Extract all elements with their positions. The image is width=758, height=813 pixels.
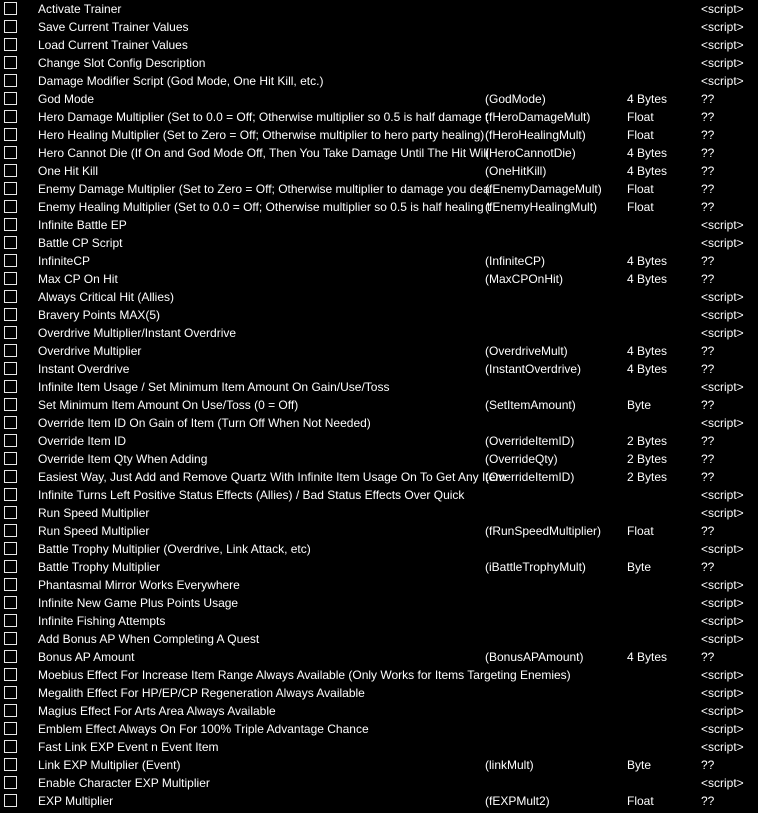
description-cell[interactable]: Override Item Qty When Adding bbox=[38, 452, 208, 466]
address-cell[interactable] bbox=[485, 325, 625, 341]
address-cell[interactable] bbox=[485, 685, 625, 701]
type-cell[interactable] bbox=[627, 55, 699, 71]
active-checkbox[interactable] bbox=[4, 344, 17, 357]
active-checkbox[interactable] bbox=[4, 740, 17, 753]
table-row[interactable] bbox=[0, 270, 758, 288]
description-cell[interactable]: Infinite Fishing Attempts bbox=[38, 614, 166, 628]
description-cell[interactable]: Hero Healing Multiplier (Set to Zero = Off; Otherwise multiplier to hero party healing) bbox=[38, 128, 485, 142]
value-cell[interactable]: <script> bbox=[701, 632, 744, 646]
value-cell[interactable]: ?? bbox=[701, 524, 715, 538]
address-cell[interactable]: (fHeroHealingMult) bbox=[485, 128, 586, 142]
value-cell[interactable]: <script> bbox=[701, 236, 744, 250]
active-checkbox[interactable] bbox=[4, 110, 17, 123]
address-cell[interactable]: (fHeroDamageMult) bbox=[485, 110, 591, 124]
address-cell[interactable] bbox=[485, 235, 625, 251]
type-cell[interactable]: Float bbox=[627, 128, 654, 142]
value-cell[interactable]: ?? bbox=[701, 794, 715, 808]
description-cell[interactable]: Bonus AP Amount bbox=[38, 650, 135, 664]
table-row[interactable] bbox=[0, 414, 758, 432]
value-cell[interactable]: <script> bbox=[701, 2, 744, 16]
table-row[interactable] bbox=[0, 432, 758, 450]
type-cell[interactable] bbox=[627, 1, 699, 17]
value-cell[interactable]: <script> bbox=[701, 668, 744, 682]
value-cell[interactable]: ?? bbox=[701, 452, 715, 466]
description-cell[interactable]: Set Minimum Item Amount On Use/Toss (0 = Off) bbox=[38, 398, 299, 412]
type-cell[interactable]: 4 Bytes bbox=[627, 92, 668, 106]
table-row[interactable] bbox=[0, 72, 758, 90]
description-cell[interactable]: Hero Damage Multiplier (Set to 0.0 = Off; Otherwise multiplier so 0.5 is half damage t bbox=[38, 110, 489, 124]
active-checkbox[interactable] bbox=[4, 758, 17, 771]
value-cell[interactable]: <script> bbox=[701, 218, 744, 232]
table-row[interactable] bbox=[0, 378, 758, 396]
description-cell[interactable]: Magius Effect For Arts Area Always Available bbox=[38, 704, 276, 718]
table-row[interactable] bbox=[0, 90, 758, 108]
type-cell[interactable]: 4 Bytes bbox=[627, 272, 668, 286]
value-cell[interactable]: ?? bbox=[701, 560, 715, 574]
value-cell[interactable]: <script> bbox=[701, 38, 744, 52]
active-checkbox[interactable] bbox=[4, 578, 17, 591]
table-row[interactable] bbox=[0, 108, 758, 126]
active-checkbox[interactable] bbox=[4, 146, 17, 159]
description-cell[interactable]: Enemy Damage Multiplier (Set to Zero = Off; Otherwise multiplier to damage you dea bbox=[38, 182, 490, 196]
address-cell[interactable] bbox=[485, 631, 625, 647]
description-cell[interactable]: Megalith Effect For HP/EP/CP Regeneration Always Available bbox=[38, 686, 365, 700]
value-cell[interactable]: <script> bbox=[701, 488, 744, 502]
description-cell[interactable]: Override Item ID bbox=[38, 434, 127, 448]
type-cell[interactable] bbox=[627, 595, 699, 611]
description-cell[interactable]: EXP Multiplier bbox=[38, 794, 114, 808]
type-cell[interactable] bbox=[627, 19, 699, 35]
value-cell[interactable]: <script> bbox=[701, 56, 744, 70]
description-cell[interactable]: Enemy Healing Multiplier (Set to 0.0 = Off; Otherwise multiplier so 0.5 is half healing t bbox=[38, 200, 491, 214]
description-cell[interactable]: InfiniteCP bbox=[38, 254, 91, 268]
value-cell[interactable]: ?? bbox=[701, 164, 715, 178]
active-checkbox[interactable] bbox=[4, 560, 17, 573]
value-cell[interactable]: ?? bbox=[701, 254, 715, 268]
value-cell[interactable]: <script> bbox=[701, 722, 744, 736]
value-cell[interactable]: <script> bbox=[701, 380, 744, 394]
type-cell[interactable]: 4 Bytes bbox=[627, 650, 668, 664]
address-cell[interactable] bbox=[485, 415, 625, 431]
type-cell[interactable] bbox=[627, 415, 699, 431]
table-row[interactable] bbox=[0, 792, 758, 810]
description-cell[interactable]: Add Bonus AP When Completing A Quest bbox=[38, 632, 260, 646]
value-cell[interactable]: ?? bbox=[701, 146, 715, 160]
address-cell[interactable] bbox=[485, 55, 625, 71]
table-row[interactable] bbox=[0, 342, 758, 360]
active-checkbox[interactable] bbox=[4, 686, 17, 699]
active-checkbox[interactable] bbox=[4, 488, 17, 501]
description-cell[interactable]: Moebius Effect For Increase Item Range Always Available (Only Works for Items Targeting Enemies) bbox=[38, 668, 571, 682]
description-cell[interactable]: Run Speed Multiplier bbox=[38, 524, 150, 538]
value-cell[interactable]: ?? bbox=[701, 128, 715, 142]
value-cell[interactable]: ?? bbox=[701, 272, 715, 286]
table-row[interactable] bbox=[0, 738, 758, 756]
active-checkbox[interactable] bbox=[4, 722, 17, 735]
type-cell[interactable] bbox=[627, 685, 699, 701]
value-cell[interactable]: <script> bbox=[701, 308, 744, 322]
type-cell[interactable] bbox=[627, 667, 699, 683]
value-cell[interactable]: <script> bbox=[701, 542, 744, 556]
active-checkbox[interactable] bbox=[4, 74, 17, 87]
table-row[interactable] bbox=[0, 648, 758, 666]
value-cell[interactable]: ?? bbox=[701, 398, 715, 412]
value-cell[interactable]: <script> bbox=[701, 740, 744, 754]
description-cell[interactable]: Instant Overdrive bbox=[38, 362, 130, 376]
type-cell[interactable]: 2 Bytes bbox=[627, 434, 668, 448]
address-cell[interactable]: (SetItemAmount) bbox=[485, 398, 576, 412]
type-cell[interactable] bbox=[627, 739, 699, 755]
description-cell[interactable]: Override Item ID On Gain of Item (Turn Off When Not Needed) bbox=[38, 416, 371, 430]
active-checkbox[interactable] bbox=[4, 164, 17, 177]
description-cell[interactable]: Enable Character EXP Multiplier bbox=[38, 776, 210, 790]
active-checkbox[interactable] bbox=[4, 182, 17, 195]
active-checkbox[interactable] bbox=[4, 92, 17, 105]
description-cell[interactable]: Infinite New Game Plus Points Usage bbox=[38, 596, 239, 610]
value-cell[interactable]: <script> bbox=[701, 416, 744, 430]
type-cell[interactable] bbox=[627, 721, 699, 737]
table-row[interactable] bbox=[0, 684, 758, 702]
address-cell[interactable]: (OverrideQty) bbox=[485, 452, 558, 466]
table-row[interactable] bbox=[0, 18, 758, 36]
active-checkbox[interactable] bbox=[4, 326, 17, 339]
table-row[interactable] bbox=[0, 522, 758, 540]
value-cell[interactable]: <script> bbox=[701, 20, 744, 34]
type-cell[interactable]: Float bbox=[627, 524, 654, 538]
type-cell[interactable] bbox=[627, 505, 699, 521]
description-cell[interactable]: Overdrive Multiplier bbox=[38, 344, 142, 358]
type-cell[interactable] bbox=[627, 775, 699, 791]
type-cell[interactable] bbox=[627, 541, 699, 557]
active-checkbox[interactable] bbox=[4, 542, 17, 555]
value-cell[interactable]: <script> bbox=[701, 686, 744, 700]
description-cell[interactable]: Change Slot Config Description bbox=[38, 56, 206, 70]
type-cell[interactable] bbox=[627, 37, 699, 53]
value-cell[interactable]: <script> bbox=[701, 578, 744, 592]
description-cell[interactable]: Infinite Battle EP bbox=[38, 218, 127, 232]
address-cell[interactable] bbox=[485, 505, 625, 521]
description-cell[interactable]: Emblem Effect Always On For 100% Triple Advantage Chance bbox=[38, 722, 369, 736]
active-checkbox[interactable] bbox=[4, 308, 17, 321]
table-row[interactable] bbox=[0, 612, 758, 630]
active-checkbox[interactable] bbox=[4, 254, 17, 267]
description-cell[interactable]: Link EXP Multiplier (Event) bbox=[38, 758, 181, 772]
value-cell[interactable]: <script> bbox=[701, 596, 744, 610]
active-checkbox[interactable] bbox=[4, 776, 17, 789]
address-cell[interactable] bbox=[485, 217, 625, 233]
active-checkbox[interactable] bbox=[4, 380, 17, 393]
description-cell[interactable]: Battle Trophy Multiplier bbox=[38, 560, 161, 574]
address-cell[interactable] bbox=[485, 703, 625, 719]
table-row[interactable] bbox=[0, 288, 758, 306]
description-cell[interactable]: Infinite Item Usage / Set Minimum Item Amount On Gain/Use/Toss bbox=[38, 380, 390, 394]
address-cell[interactable] bbox=[485, 775, 625, 791]
table-row[interactable] bbox=[0, 36, 758, 54]
active-checkbox[interactable] bbox=[4, 596, 17, 609]
address-cell[interactable] bbox=[485, 613, 625, 629]
address-cell[interactable]: (BonusAPAmount) bbox=[485, 650, 584, 664]
address-cell[interactable] bbox=[485, 19, 625, 35]
active-checkbox[interactable] bbox=[4, 290, 17, 303]
value-cell[interactable]: ?? bbox=[701, 758, 715, 772]
address-cell[interactable]: (InfiniteCP) bbox=[485, 254, 546, 268]
active-checkbox[interactable] bbox=[4, 272, 17, 285]
address-cell[interactable] bbox=[485, 739, 625, 755]
type-cell[interactable]: 4 Bytes bbox=[627, 362, 668, 376]
address-cell[interactable]: (HeroCannotDie) bbox=[485, 146, 576, 160]
table-row[interactable] bbox=[0, 504, 758, 522]
address-cell[interactable]: (fEnemyDamageMult) bbox=[485, 182, 602, 196]
table-row[interactable] bbox=[0, 576, 758, 594]
table-row[interactable] bbox=[0, 180, 758, 198]
address-cell[interactable] bbox=[485, 667, 625, 683]
active-checkbox[interactable] bbox=[4, 668, 17, 681]
type-cell[interactable] bbox=[627, 379, 699, 395]
table-row[interactable] bbox=[0, 360, 758, 378]
description-cell[interactable]: Fast Link EXP Event n Event Item bbox=[38, 740, 219, 754]
address-cell[interactable] bbox=[485, 379, 625, 395]
table-row[interactable] bbox=[0, 630, 758, 648]
description-cell[interactable]: Battle CP Script bbox=[38, 236, 123, 250]
type-cell[interactable]: Byte bbox=[627, 560, 652, 574]
type-cell[interactable] bbox=[627, 307, 699, 323]
value-cell[interactable]: <script> bbox=[701, 506, 744, 520]
value-cell[interactable]: <script> bbox=[701, 704, 744, 718]
table-row[interactable] bbox=[0, 558, 758, 576]
active-checkbox[interactable] bbox=[4, 434, 17, 447]
address-cell[interactable]: (OneHitKill) bbox=[485, 164, 547, 178]
table-row[interactable] bbox=[0, 324, 758, 342]
address-cell[interactable]: (InstantOverdrive) bbox=[485, 362, 582, 376]
table-row[interactable] bbox=[0, 198, 758, 216]
table-row[interactable] bbox=[0, 54, 758, 72]
address-cell[interactable]: (OverdriveMult) bbox=[485, 344, 568, 358]
type-cell[interactable] bbox=[627, 289, 699, 305]
active-checkbox[interactable] bbox=[4, 632, 17, 645]
table-row[interactable] bbox=[0, 0, 758, 18]
type-cell[interactable]: 4 Bytes bbox=[627, 146, 668, 160]
type-cell[interactable]: 4 Bytes bbox=[627, 344, 668, 358]
table-row[interactable] bbox=[0, 594, 758, 612]
active-checkbox[interactable] bbox=[4, 128, 17, 141]
description-cell[interactable]: Battle Trophy Multiplier (Overdrive, Link Attack, etc) bbox=[38, 542, 311, 556]
table-row[interactable] bbox=[0, 450, 758, 468]
active-checkbox[interactable] bbox=[4, 56, 17, 69]
active-checkbox[interactable] bbox=[4, 362, 17, 375]
table-row[interactable] bbox=[0, 756, 758, 774]
table-row[interactable] bbox=[0, 216, 758, 234]
type-cell[interactable]: 4 Bytes bbox=[627, 164, 668, 178]
description-cell[interactable]: Activate Trainer bbox=[38, 2, 122, 16]
description-cell[interactable]: God Mode bbox=[38, 92, 95, 106]
active-checkbox[interactable] bbox=[4, 614, 17, 627]
value-cell[interactable]: ?? bbox=[701, 110, 715, 124]
active-checkbox[interactable] bbox=[4, 506, 17, 519]
description-cell[interactable]: Always Critical Hit (Allies) bbox=[38, 290, 175, 304]
type-cell[interactable]: Float bbox=[627, 794, 654, 808]
address-cell[interactable] bbox=[485, 289, 625, 305]
type-cell[interactable]: 4 Bytes bbox=[627, 254, 668, 268]
value-cell[interactable]: ?? bbox=[701, 650, 715, 664]
address-cell[interactable]: (OverrideItemID) bbox=[485, 470, 575, 484]
table-row[interactable] bbox=[0, 486, 758, 504]
address-cell[interactable]: (linkMult) bbox=[485, 758, 534, 772]
address-cell[interactable]: (iBattleTrophyMult) bbox=[485, 560, 586, 574]
address-cell[interactable] bbox=[485, 487, 625, 503]
table-row[interactable] bbox=[0, 126, 758, 144]
address-cell[interactable]: (fEnemyHealingMult) bbox=[485, 200, 598, 214]
address-cell[interactable] bbox=[485, 721, 625, 737]
value-cell[interactable]: ?? bbox=[701, 182, 715, 196]
active-checkbox[interactable] bbox=[4, 38, 17, 51]
table-row[interactable] bbox=[0, 306, 758, 324]
description-cell[interactable]: Max CP On Hit bbox=[38, 272, 118, 286]
value-cell[interactable]: <script> bbox=[701, 326, 744, 340]
value-cell[interactable]: <script> bbox=[701, 290, 744, 304]
value-cell[interactable]: ?? bbox=[701, 362, 715, 376]
type-cell[interactable] bbox=[627, 73, 699, 89]
type-cell[interactable] bbox=[627, 613, 699, 629]
active-checkbox[interactable] bbox=[4, 794, 17, 807]
type-cell[interactable] bbox=[627, 325, 699, 341]
address-cell[interactable] bbox=[485, 73, 625, 89]
active-checkbox[interactable] bbox=[4, 650, 17, 663]
type-cell[interactable] bbox=[627, 487, 699, 503]
value-cell[interactable]: <script> bbox=[701, 776, 744, 790]
table-row[interactable] bbox=[0, 144, 758, 162]
active-checkbox[interactable] bbox=[4, 218, 17, 231]
type-cell[interactable] bbox=[627, 235, 699, 251]
active-checkbox[interactable] bbox=[4, 470, 17, 483]
type-cell[interactable] bbox=[627, 577, 699, 593]
address-cell[interactable]: (MaxCPOnHit) bbox=[485, 272, 564, 286]
value-cell[interactable]: ?? bbox=[701, 434, 715, 448]
type-cell[interactable]: 2 Bytes bbox=[627, 470, 668, 484]
active-checkbox[interactable] bbox=[4, 2, 17, 15]
active-checkbox[interactable] bbox=[4, 704, 17, 717]
type-cell[interactable] bbox=[627, 631, 699, 647]
address-cell[interactable] bbox=[485, 541, 625, 557]
active-checkbox[interactable] bbox=[4, 416, 17, 429]
table-row[interactable] bbox=[0, 252, 758, 270]
address-cell[interactable]: (OverrideItemID) bbox=[485, 434, 575, 448]
type-cell[interactable]: Float bbox=[627, 182, 654, 196]
table-row[interactable] bbox=[0, 666, 758, 684]
address-cell[interactable]: (GodMode) bbox=[485, 92, 546, 106]
table-row[interactable] bbox=[0, 702, 758, 720]
description-cell[interactable]: Overdrive Multiplier/Instant Overdrive bbox=[38, 326, 237, 340]
table-row[interactable] bbox=[0, 396, 758, 414]
value-cell[interactable]: <script> bbox=[701, 74, 744, 88]
description-cell[interactable]: Bravery Points MAX(5) bbox=[38, 308, 161, 322]
type-cell[interactable]: Float bbox=[627, 200, 654, 214]
address-cell[interactable] bbox=[485, 307, 625, 323]
active-checkbox[interactable] bbox=[4, 452, 17, 465]
active-checkbox[interactable] bbox=[4, 398, 17, 411]
active-checkbox[interactable] bbox=[4, 236, 17, 249]
description-cell[interactable]: Phantasmal Mirror Works Everywhere bbox=[38, 578, 240, 592]
description-cell[interactable]: Infinite Turns Left Positive Status Effects (Allies) / Bad Status Effects Over Quick bbox=[38, 488, 465, 502]
value-cell[interactable]: ?? bbox=[701, 92, 715, 106]
description-cell[interactable]: Easiest Way, Just Add and Remove Quartz With Infinite Item Usage On To Get Any Item bbox=[38, 470, 506, 484]
table-row[interactable] bbox=[0, 234, 758, 252]
description-cell[interactable]: Hero Cannot Die (If On and God Mode Off, Then You Take Damage Until The Hit Will bbox=[38, 146, 489, 160]
type-cell[interactable]: Byte bbox=[627, 758, 652, 772]
table-row[interactable] bbox=[0, 720, 758, 738]
type-cell[interactable] bbox=[627, 703, 699, 719]
table-row[interactable] bbox=[0, 468, 758, 486]
type-cell[interactable] bbox=[627, 217, 699, 233]
description-cell[interactable]: Save Current Trainer Values bbox=[38, 20, 189, 34]
address-cell[interactable]: (fRunSpeedMultiplier) bbox=[485, 524, 602, 538]
active-checkbox[interactable] bbox=[4, 524, 17, 537]
type-cell[interactable]: Byte bbox=[627, 398, 652, 412]
address-cell[interactable] bbox=[485, 595, 625, 611]
type-cell[interactable]: Float bbox=[627, 110, 654, 124]
table-row[interactable] bbox=[0, 162, 758, 180]
address-cell[interactable] bbox=[485, 1, 625, 17]
active-checkbox[interactable] bbox=[4, 200, 17, 213]
description-cell[interactable]: One Hit Kill bbox=[38, 164, 99, 178]
address-cell[interactable] bbox=[485, 577, 625, 593]
value-cell[interactable]: <script> bbox=[701, 614, 744, 628]
active-checkbox[interactable] bbox=[4, 20, 17, 33]
type-cell[interactable]: 2 Bytes bbox=[627, 452, 668, 466]
value-cell[interactable]: ?? bbox=[701, 470, 715, 484]
value-cell[interactable]: ?? bbox=[701, 344, 715, 358]
description-cell[interactable]: Damage Modifier Script (God Mode, One Hit Kill, etc.) bbox=[38, 74, 324, 88]
value-cell[interactable]: ?? bbox=[701, 200, 715, 214]
description-cell[interactable]: Load Current Trainer Values bbox=[38, 38, 188, 52]
table-row[interactable] bbox=[0, 774, 758, 792]
address-cell[interactable]: (fEXPMult2) bbox=[485, 794, 550, 808]
table-row[interactable] bbox=[0, 540, 758, 558]
description-cell[interactable]: Run Speed Multiplier bbox=[38, 506, 150, 520]
address-cell[interactable] bbox=[485, 37, 625, 53]
